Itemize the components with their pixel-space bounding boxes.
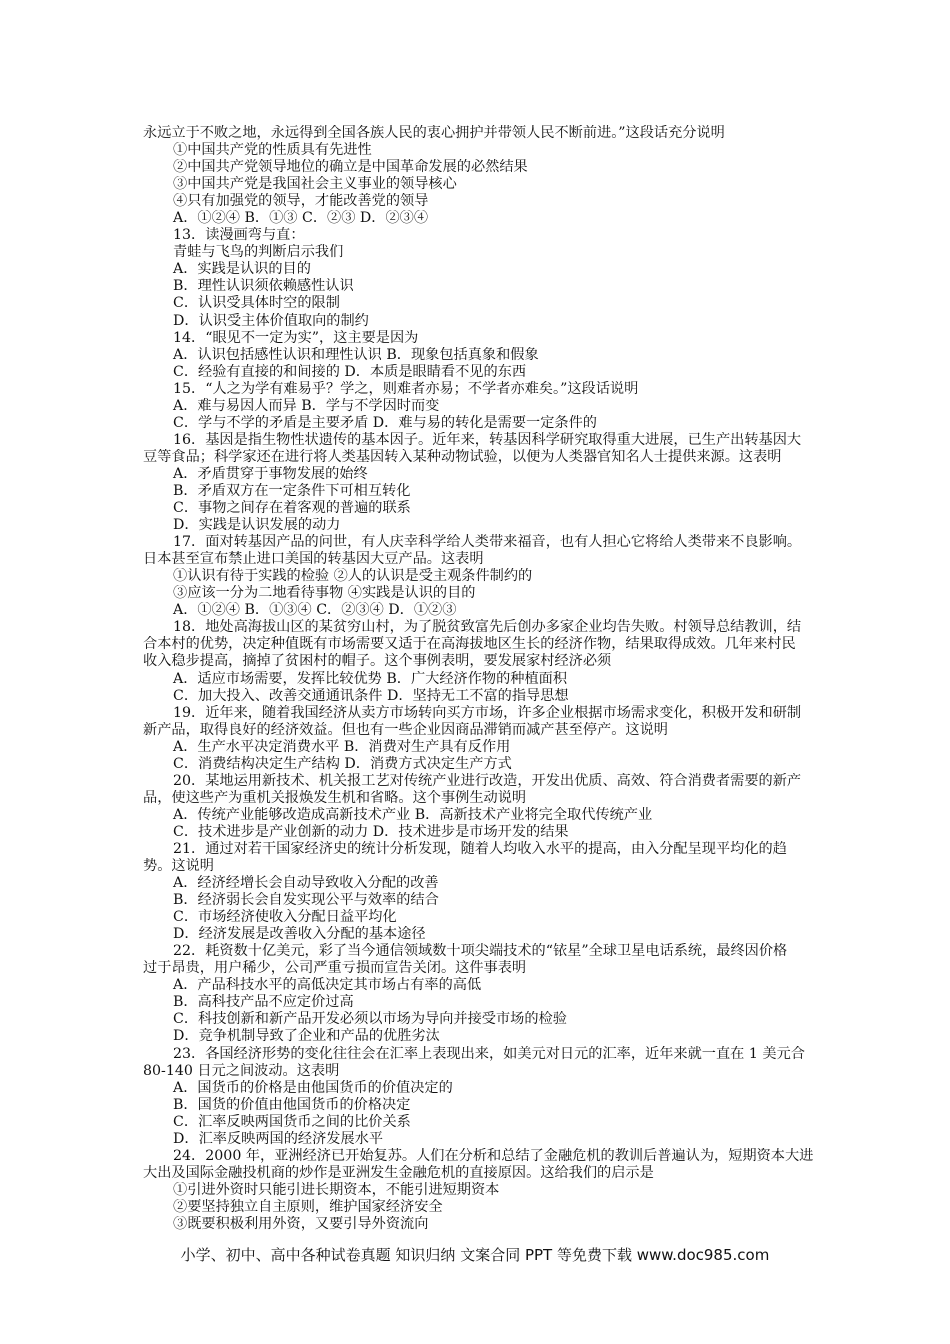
text-line: A．产品科技水平的高低决定其市场占有率的高低 [173, 977, 482, 994]
text-line: C．科技创新和新产品开发必须以市场为导向并接受市场的检验 [173, 1011, 567, 1028]
text-line: ①中国共产党的性质具有先进性 [173, 142, 372, 159]
text-line: A．经济经增长会自动导致收入分配的改善 [173, 875, 439, 892]
text-line: A．传统产业能够改造成高新技术产业 B．高新技术产业将完全取代传统产业 [173, 806, 653, 823]
text-line: ①认识有待于实践的检验 ②人的认识是受主观条件制约的 [173, 568, 533, 585]
text-line: A．认识包括感性认识和理性认识 B．现象包括真象和假象 [173, 346, 539, 363]
text-line: A．国货币的价格是由他国货币的价值决定的 [173, 1079, 453, 1096]
text-line: ②中国共产党领导地位的确立是中国革命发展的必然结果 [173, 159, 528, 176]
text-line: 豆等食品；科学家还在进行将人类基因转入某种动物试验，以便为人类器官知名人士提供来源。这表明 [143, 448, 782, 465]
text-line: ③中国共产党是我国社会主义事业的领导核心 [173, 176, 457, 193]
text-line: 日本甚至宣布禁止进口美国的转基因大豆产品。这表明 [143, 551, 484, 568]
text-line: B．国货的价值由他国货币的价格决定 [173, 1096, 411, 1113]
text-line: 16．基因是指生物性状遗传的基本因子。近年来，转基因科学研究取得重大进展，已生产出转基因大 [173, 431, 802, 448]
text-line: D．竞争机制导致了企业和产品的优胜劣汰 [173, 1028, 440, 1045]
text-line: A．矛盾贯穿于事物发展的始终 [173, 465, 368, 482]
text-line: A．实践是认识的目的 [173, 261, 311, 278]
text-line: C．认识受具体时空的限制 [173, 295, 340, 312]
text-line: C．加大投入、改善交通通讯条件 D．坚持无工不富的指导思想 [173, 687, 569, 704]
page-footer: 小学、初中、高中各种试卷真题 知识归纳 文案合同 PPT 等免费下载 www.doc985.com [180, 1246, 770, 1264]
text-line: 品，使这些产为重机关报焕发生机和省略。这个事例生动说明 [143, 789, 527, 806]
text-line: B．矛盾双方在一定条件下可相互转化 [173, 482, 411, 499]
text-line: C．事物之间存在着客观的普遍的联系 [173, 500, 411, 517]
text-line: B．经济弱长会自发实现公平与效率的结合 [173, 892, 439, 909]
text-line: 新产品，取得良好的经济效益。但也有一些企业因商品滞销而减产甚至停产。这说明 [143, 721, 668, 738]
text-line: 13．读漫画弯与直： [173, 227, 305, 244]
text-line: 合本村的优势，决定种值既有市场需要又适于在高海拔地区生长的经济作物，结果取得成效。几年来村民 [143, 636, 796, 653]
text-line: ②要坚持独立自主原则，维护国家经济安全 [173, 1198, 443, 1215]
text-line: 收入稳步提高，摘掉了贫困村的帽子。这个事例表明，要发展家村经济必须 [143, 653, 612, 670]
text-line: 21．通过对若干国家经济史的统计分析发现，随着人均收入水平的提高，由入分配呈现平均化的趋 [173, 840, 787, 857]
text-line: ④只有加强党的领导，才能改善党的领导 [173, 193, 429, 210]
text-line: 80-140 日元之间波动。这表明 [143, 1062, 340, 1079]
text-line: 15．“人之为学有难易乎？学之，则难者亦易；不学者亦难矣。”这段话说明 [173, 380, 639, 397]
text-line: 20．某地运用新技术、机关报工艺对传统产业进行改造，开发出优质、高效、符合消费者需要的新产 [173, 772, 802, 789]
text-line: 大出及国际金融投机商的炒作是亚洲发生金融危机的直接原因。这给我们的启示是 [143, 1164, 654, 1181]
text-line: B．理性认识须依赖感性认识 [173, 278, 354, 295]
text-line: A．适应市场需要，发挥比较优势 B．广大经济作物的种植面积 [173, 670, 568, 687]
text-line: D．实践是认识发展的动力 [173, 517, 341, 534]
text-line: A．生产水平决定消费水平 B．消费对生产具有反作用 [173, 738, 511, 755]
text-line: A．①②④ B．①③ C．②③ D．②③④ [173, 210, 429, 227]
text-line: C．汇率反映两国货币之间的比价关系 [173, 1113, 411, 1130]
text-line: 18．地处高海拔山区的某贫穷山村，为了脱贫致富先后创办多家企业均告失败。村领导总结教训，结 [173, 619, 802, 636]
question-text-block [143, 125, 913, 1233]
text-line: A．难与易因人而异 B．学与不学因时而变 [173, 397, 440, 414]
text-line: 23．各国经济形势的变化往往会在汇率上表现出来，如美元对日元的汇率，近年来就一直在 1 美元合 [173, 1045, 805, 1062]
text-line: ①引进外资时只能引进长期资本，不能引进短期资本 [173, 1181, 500, 1198]
text-line: D．认识受主体价值取向的制约 [173, 312, 369, 329]
text-line: 势。这说明 [143, 858, 214, 875]
text-line: C．消费结构决定生产结构 D．消费方式决定生产方式 [173, 755, 512, 772]
text-line: B．高科技产品不应定价过高 [173, 994, 354, 1011]
text-line: C．技术进步是产业创新的动力 D．技术进步是市场开发的结果 [173, 823, 569, 840]
text-line: C．经验有直接的和间接的 D．本质是眼睛看不见的东西 [173, 363, 527, 380]
text-line: 17．面对转基因产品的问世，有人庆幸科学给人类带来福音，也有人担心它将给人类带来不良影响。 [173, 534, 802, 551]
text-line: 永远立于不败之地，永远得到全国各族人民的衷心拥护并带领人民不断前进。”这段话充分说明 [143, 125, 725, 141]
text-line: 青蛙与飞鸟的判断启示我们 [173, 244, 344, 261]
text-line: 22．耗资数十亿美元，彩了当今通信领域数十项尖端技术的“铱星”全球卫星电话系统，最终因价格 [173, 943, 788, 960]
text-line: 19．近年来，随着我国经济从卖方市场转向买方市场，许多企业根据市场需求变化，积极开发和研制 [173, 704, 802, 721]
text-line: ③既要积极利用外资，又要引导外资流向 [173, 1216, 429, 1232]
text-line: ③应该一分为二地看待事物 ④实践是认识的目的 [173, 585, 476, 602]
text-line: 24．2000 年，亚洲经济已开始复苏。人们在分析和总结了金融危机的教训后普遍认为，短期资本大进 [173, 1147, 814, 1164]
text-line: D．汇率反映两国的经济发展水平 [173, 1130, 384, 1147]
text-line: A．①②④ B．①③④ C．②③④ D．①②③ [173, 602, 457, 619]
text-line: D．经济发展是改善收入分配的基本途径 [173, 926, 426, 943]
text-line: C．市场经济使收入分配日益平均化 [173, 909, 397, 926]
text-line: 14．“眼见不一定为实”，这主要是因为 [173, 329, 419, 346]
text-line: 过于昂贵，用户稀少，公司严重亏损而宣告关闭。这件事表明 [143, 960, 527, 977]
text-line: C．学与不学的矛盾是主要矛盾 D．难与易的转化是需要一定条件的 [173, 414, 597, 431]
